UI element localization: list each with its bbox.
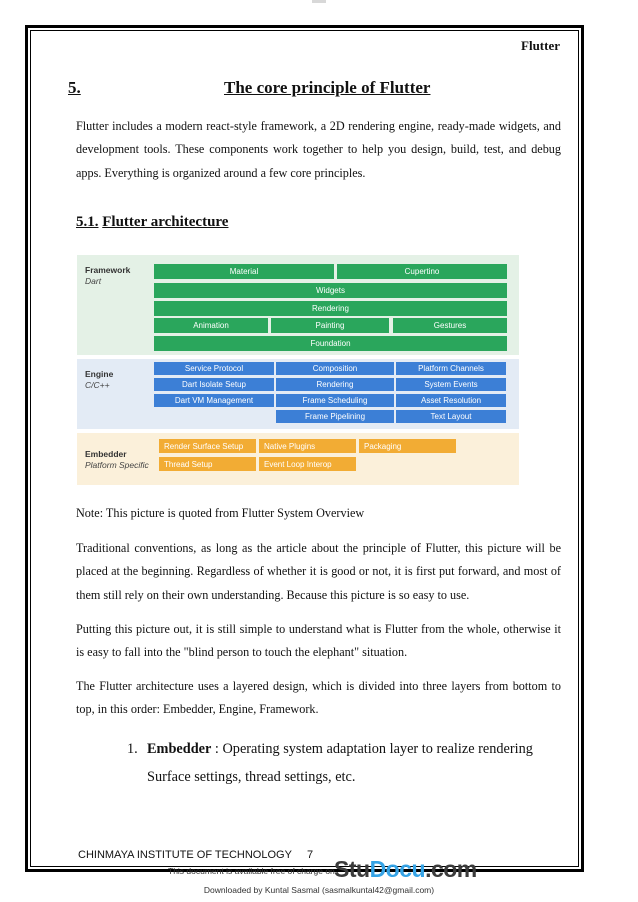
subsection-title: Flutter architecture — [102, 214, 229, 230]
paragraph-2: Putting this picture out, it is still simple to understand what is Flutter from the whole, otherwise it is easy to fall into the "blind person to touch the elephant" situation. — [76, 622, 561, 660]
list-text: Operating system adaptation layer to realize rendering Surface settings, thread settings, etc. — [147, 741, 533, 785]
embedder-label: Embedder — [85, 449, 127, 459]
subsection-number: 5.1. — [76, 214, 99, 230]
studocu-logo-part-2: Docu — [369, 856, 426, 882]
list-number: 1. — [127, 741, 138, 757]
studocu-logo[interactable] — [334, 856, 477, 883]
subsection-heading — [76, 214, 228, 231]
running-header: Flutter — [521, 38, 560, 53]
list-separator: : — [211, 741, 223, 757]
engine-layer — [77, 359, 519, 429]
block-dart-vm-management: Dart VM Management — [154, 394, 274, 407]
block-dart-isolate-setup: Dart Isolate Setup — [154, 378, 274, 391]
framework-lang: Dart — [85, 276, 102, 286]
architecture-diagram — [77, 255, 519, 485]
block-platform-channels: Platform Channels — [396, 362, 506, 375]
block-text-layout: Text Layout — [396, 410, 506, 423]
block-gestures: Gestures — [393, 318, 507, 333]
block-packaging: Packaging — [359, 439, 456, 453]
block-engine-rendering: Rendering — [276, 378, 394, 391]
framework-layer — [77, 255, 519, 355]
block-cupertino: Cupertino — [337, 264, 507, 279]
block-service-protocol: Service Protocol — [154, 362, 274, 375]
downloaded-by: Downloaded by Kuntal Sasmal (sasmalkuntal42@gmail.com) — [203, 885, 435, 895]
block-system-events: System Events — [396, 378, 506, 391]
footer-page-number: 7 — [307, 849, 314, 861]
block-native-plugins: Native Plugins — [259, 439, 356, 453]
framework-label: Framework — [85, 265, 131, 275]
engine-lang: C/C++ — [85, 380, 110, 390]
studocu-free-note: This document is available free of charge on — [168, 866, 335, 876]
section-title: The core principle of Flutter — [224, 78, 431, 97]
note-text: Note: This picture is quoted from Flutter System Overview — [76, 506, 365, 520]
engine-label: Engine — [85, 369, 114, 379]
section-number: 5. — [68, 78, 81, 97]
block-animation: Animation — [154, 318, 268, 333]
block-foundation: Foundation — [154, 336, 507, 351]
studocu-logo-part-3: .com — [425, 856, 477, 882]
top-marker — [312, 0, 326, 3]
block-thread-setup: Thread Setup — [159, 457, 256, 471]
block-render-surface-setup: Render Surface Setup — [159, 439, 256, 453]
block-painting: Painting — [271, 318, 389, 333]
paragraph-1: Traditional conventions, as long as the article about the principle of Flutter, this picture will be placed at the beginning. Regardless of whether it is good or not, it is first put forward, and most of them still rely on their own understanding. Because this picture is so easy to use. — [76, 541, 561, 602]
block-rendering: Rendering — [154, 301, 507, 316]
paragraph-3: The Flutter architecture uses a layered design, which is divided into three layers from bottom to top, in this order: Embedder, Engine, Framework. — [76, 679, 561, 717]
block-frame-scheduling: Frame Scheduling — [276, 394, 394, 407]
embedder-layer — [77, 433, 519, 485]
intro-paragraph: Flutter includes a modern react-style framework, a 2D rendering engine, ready-made widgets, and development tools. These components work together to help you design, build, test, and debug apps. Everything is organized around a few core principles. — [76, 119, 561, 180]
block-material: Material — [154, 264, 334, 279]
block-composition: Composition — [276, 362, 394, 375]
block-widgets: Widgets — [154, 283, 507, 298]
studocu-logo-part-1: Stu — [334, 856, 370, 882]
block-event-loop-interop: Event Loop Interop — [259, 457, 356, 471]
list-body — [147, 735, 557, 791]
embedder-lang: Platform Specific — [85, 460, 149, 470]
footer-institute: CHINMAYA INSTITUTE OF TECHNOLOGY — [78, 849, 292, 861]
block-asset-resolution: Asset Resolution — [396, 394, 506, 407]
block-frame-pipelining: Frame Pipelining — [276, 410, 394, 423]
list-term: Embedder — [147, 741, 212, 757]
